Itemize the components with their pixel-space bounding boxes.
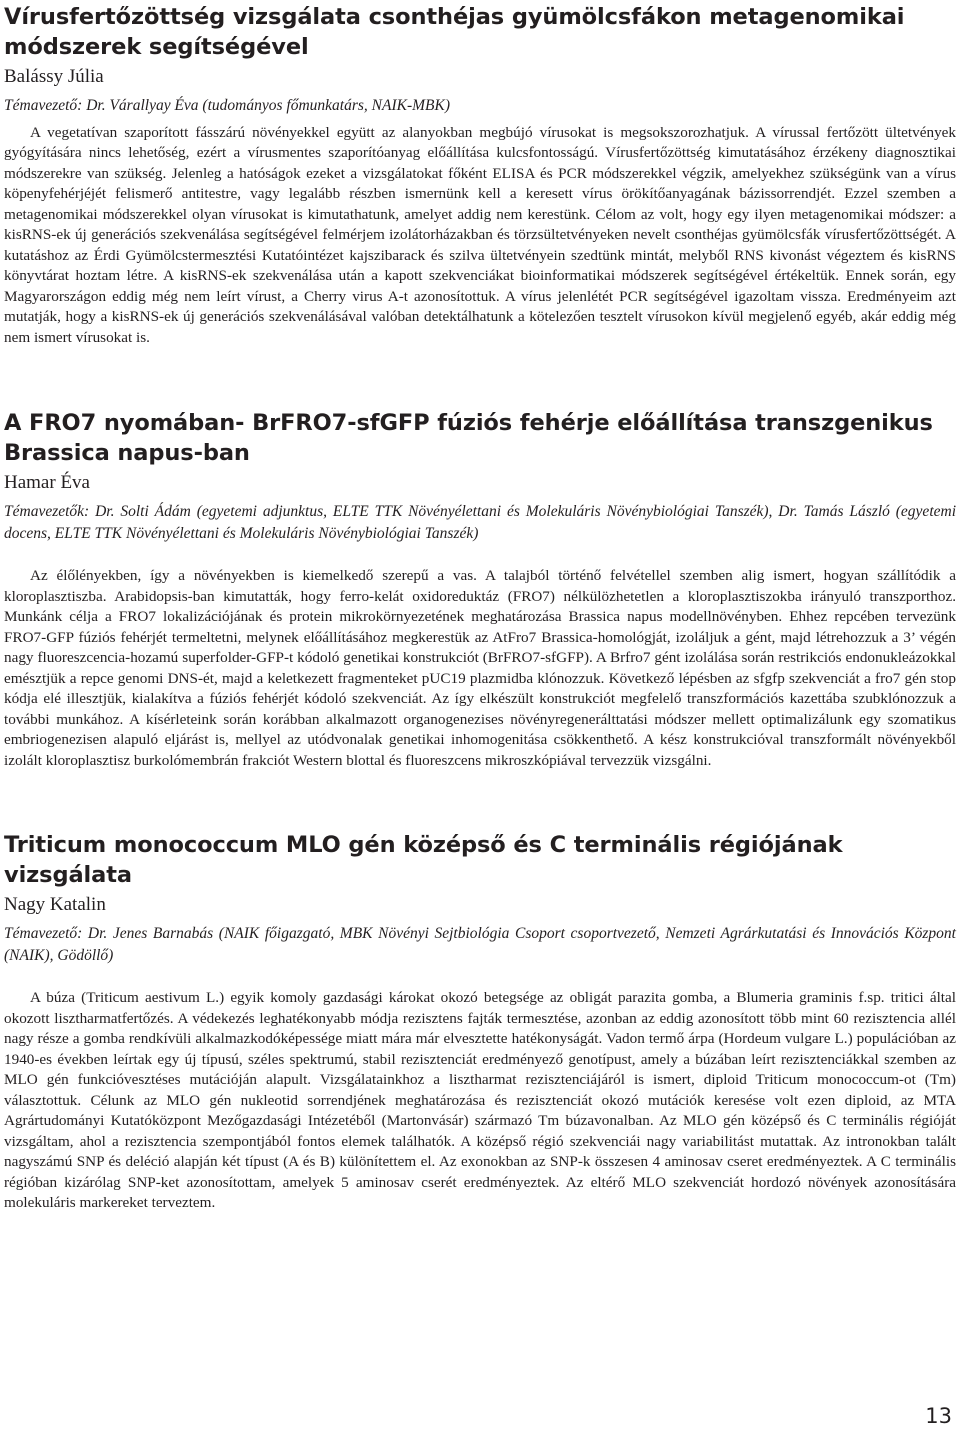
abstract-title: Vírusfertőzöttség vizsgálata csonthéjas gyümölcsfákon metagenomikai módszerek segítségével [4, 4, 905, 60]
abstract-section [4, 408, 956, 771]
abstract-section [4, 830, 956, 1214]
document-page [4, 0, 956, 1214]
abstract-body: A búza (Triticum aestivum L.) egyik komoly gazdasági károkat okozó betegsége az obligát parazita gomba, a Blumeria graminis f.sp. tritici által okozott lisztharmatfertőzés. A védekezés leghatékonyabb módja rezisztens fajták termesztése, azonban az eddig azonosított több mint 60 rezisztencia allél nagy része a gomba rendkívüli alkalmazkodóképessége miatt mára már elvesztette hatékonyságát. Vadon termő árpa (Hordeum vulgare L.) populációban az 1940-es években leírtak egy új típusú, széles spektrumú, stabil rezisztenciát eredményező genotípust, amely a búzában leírt rezisztenciákkal szemben az MLO gén funkcióvesztéses mutációján alapult. Vizsgálatainkhoz a lisztharmat rezisztenciájáról is ismert, diploid Triticum monococcum-ot (Tm) választottuk. Célunk az MLO gén nukleotid sorrendjének meghatározása és rezisztenciát okozó mutációk keresése volt ezen diploid, az MTA Agrártudományi Kutatóközpont Mezőgazdasági Intézetéből (Martonvásár) származó Tm búzavonalban. Az MLO gén középső és C terminális régióját vizsgáltam, ahol a rezisztencia szempontjából fontos elemek találhatók. A középső régió szekvenciái nagy variabilitást mutattak. Az intronokban talált nagyszámú SNP és deléció alapján két típust (A és B) különítettem el. Az exonokban az SNP-k összesen 4 aminosav cseret eredményeztek. A C terminális régióban kizárólag SNP-ket azonosítottam, amelyek 5 aminosav cserét eredményeztek. Az eltérő MLO szekvenciát hordozó növények azonosítására molekuláris markereket terveztem. [4, 989, 956, 1211]
abstract-body: A vegetatívan szaporított fásszárú növényekkel együtt az alanyokban megbújó vírusokat is megsokszorozhatjuk. A vírussal fertőzött ültetvények gyógyítására nincs lehetőség, ezért a vírusmentes szaporítóanyag előállítása kulcsfontosságú. Vírusfertőzöttség kimutatásához érzékeny diagnosztikai módszerekre van szükség. Jelenleg a hatóságok ezeket a vizsgálatokat főként ELISA és PCR módszerekkel végzik, amelyekhez szükségünk van a vírus köpenyfehérjéjét felismerő antitestre, vagy legalább részben ismernünk kell a keresett vírus örökítőanyagának bázissorrendjét. Ezzel szemben a metagenomikai módszerekkel olyan vírusokat is kimutathatunk, amelyet addig nem kerestünk. Célom az volt, hogy egy ilyen metagenomikai módszer: a kisRNS-ek új generációs szekvenálása segítségével felmérjem izolátorházakban és törzsültetvényeken nevelt csonthéjas gyümölcsfák vírusfertőzöttségét. A kutatáshoz az Érdi Gyümölcstermesztési Kutatóintézet kajszibarack és szilva ültetvényein szedtünk mintát, melyből RNS kivonást végeztem és kisRNS könyvtárat hoztam létre. A kisRNS-ek szekvenálása után a kapott szekvenciákat bioinformatikai módszerek segítségével értékeltük. Ennek során, egy Magyarországon eddig még nem leírt vírust, a Cherry virus A-t azonosítottuk. A vírus jelenlétét PCR segítségével igazoltam vissza. Eredményeim azt mutatják, hogy a kisRNS-ek új generációs szekvenálásával valóban detektálhatunk a kötelezően tesztelt vírusokon kívül megjelenő egyéb, akár eddig még nem ismert vírusokat is. [4, 123, 956, 346]
abstract-body: Az élőlényekben, így a növényekben is kiemelkedő szerepű a vas. A talajból történő felvétellel szemben alig ismert, hogyan szállítódik a kloroplasztiszba. Arabidopsis-ban kimutatták, hogy ferro-kelát oxidoreduktáz (FRO7) nélkülözhetetlen a kloroplasztiszokba irányuló transzporthoz. Munkánk célja a FRO7 lokalizációjának és protein mikrokörnyezetének meghatározása Brassica napus modellnövényben. Ehhez repcében tervezünk FRO7-GFP fúziós fehérjét termeltetni, melynek előállításához megkerestük az AtFro7 Brassica-homológját, izoláljuk a gént, majd létrehozzuk a 3’ végén nagy fluoreszcencia-hozamú superfolder-GFP-t kódoló genetikai konstrukciót (BrFRO7-sfGFP). A Brfro7 gént izolálása során restrikciós endonukleázokkal emésztjük a repce genomi DNS-ét, majd a keletkezett fragmenteket pUC19 plazmidba klónozzuk. Következő lépésben az sfgfp szekvenciát a fro7 gén stop kódja elé illesztjük, kialakítva a fúziós fehérjét kódoló szekvenciát. Az így elkészült konstrukciót megfelelő transzformációs kazettába szubklónozzuk a további munkához. A kísérleteink során korábban alkalmazott organogenezises növényregenerálttatási módszer mellett optimalizálunk egy szomatikus embriogenezisen alapuló eljárást is, mellyel az utódvonalak genetikai inhomogenitása csökkenthető. A kész konstrukcióval transzformált növényekből izolált kloroplasztisz burkolómembrán frakciót Western blottal és fluoreszcens mikroszkópiával tervezzük vizsgálni. [4, 567, 956, 769]
abstract-title: Triticum monococcum MLO gén középső és C terminális régiójának vizsgálata [4, 832, 843, 888]
abstract-author: Hamar Éva [4, 472, 90, 493]
page-number: 13 [925, 1404, 952, 1428]
abstract-author: Balássy Júlia [4, 66, 104, 87]
abstract-supervisor: Témavezető: Dr. Várallyay Éva (tudományos főmunkatárs, NAIK-MBK) [4, 97, 450, 114]
abstract-title: A FRO7 nyomában- BrFRO7-sfGFP fúziós fehérje előállítása transzgenikus Brassica napus-ban [4, 410, 933, 466]
abstract-supervisor: Témavezetők: Dr. Solti Ádám (egyetemi adjunktus, ELTE TTK Növényélettani és Molekuláris Növénybiológiai Tanszék), Dr. Tamás László (egyetemi docens, ELTE TTK Növényélettani és Molekuláris Növénybiológiai Tanszék) [4, 503, 956, 542]
abstract-section [4, 0, 956, 348]
abstract-supervisor: Témavezető: Dr. Jenes Barnabás (NAIK főigazgató, MBK Növényi Sejtbiológia Csoport csoportvezető, Nemzeti Agrárkutatási és Innovációs Központ (NAIK), Gödöllő) [4, 925, 956, 964]
abstract-author: Nagy Katalin [4, 894, 106, 915]
